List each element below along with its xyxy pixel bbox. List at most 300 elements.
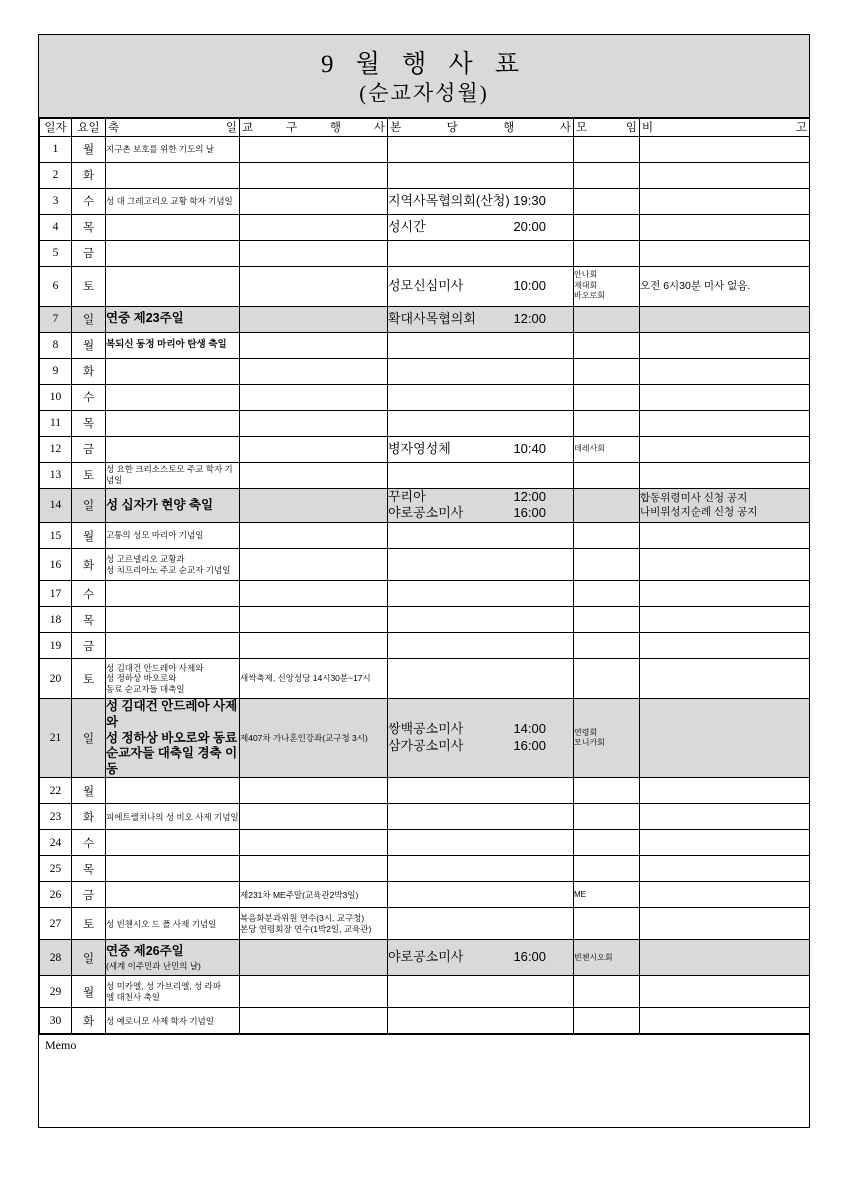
table-row: [40, 332, 810, 358]
title-block: [39, 35, 809, 118]
cell-remarks: [640, 976, 810, 1008]
cell-remarks: [640, 436, 810, 462]
cell-date: 7: [40, 306, 72, 332]
parish-event-text: 지역사목협의회(산청) 19:30: [388, 192, 546, 208]
cell-group-meeting: [574, 488, 640, 523]
feast-line: 지구촌 보호를 위한 기도의 날: [106, 143, 214, 154]
cell-date: 22: [40, 778, 72, 804]
cell-parish-event: [388, 240, 574, 266]
cell-remarks: [640, 1008, 810, 1034]
parish-event-name: 병자영성체: [388, 440, 451, 456]
cell-group-meeting: [574, 1008, 640, 1034]
column-header-education: [240, 118, 388, 136]
table-row: [40, 633, 810, 659]
cell-parish-event: [388, 908, 574, 940]
cell-diocese-event: [240, 436, 388, 462]
parish-event-line: [388, 311, 546, 328]
parish-event-time: 12:00: [513, 488, 546, 504]
cell-date: 12: [40, 436, 72, 462]
cell-day-of-week: 금: [72, 633, 106, 659]
cell-diocese-event: [240, 523, 388, 549]
cell-feast: [106, 659, 240, 699]
cell-date: 2: [40, 162, 72, 188]
cell-group-meeting: [574, 266, 640, 306]
cell-diocese-event: [240, 778, 388, 804]
cell-date: 10: [40, 384, 72, 410]
cell-feast: [106, 908, 240, 940]
cell-parish-event: [388, 804, 574, 830]
table-header-row: [40, 118, 810, 136]
cell-date: 13: [40, 462, 72, 488]
table-row: [40, 804, 810, 830]
column-header-event-3: 행: [503, 122, 515, 134]
cell-diocese-event: [240, 856, 388, 882]
cell-remarks: [640, 266, 810, 306]
cell-parish-event: [388, 306, 574, 332]
cell-feast: [106, 384, 240, 410]
diocese-event-line: 제407차 가나혼인강좌(교구청 3시): [240, 733, 368, 744]
cell-date: 4: [40, 214, 72, 240]
feast-subtitle: (세계 이주민과 난민의 날): [106, 960, 201, 971]
cell-remarks: [640, 358, 810, 384]
feast-line: 동료 순교자들 대축일: [106, 684, 185, 695]
cell-diocese-event: [240, 188, 388, 214]
column-header-edu-4: 사: [373, 122, 385, 134]
diocese-event-line: 새싹축제, 신앙성당 14시30분~17시: [240, 673, 371, 684]
cell-parish-event: [388, 940, 574, 976]
cell-diocese-event: [240, 699, 388, 778]
group-meeting-line: 연령회: [574, 727, 598, 737]
parish-event-name: 쌍백공소미사: [388, 721, 464, 737]
cell-group-meeting: [574, 410, 640, 436]
parish-event-name: 성모신심미사: [388, 277, 464, 293]
cell-feast: [106, 940, 240, 976]
column-header-feast-right: 일: [225, 122, 237, 134]
cell-diocese-event: [240, 488, 388, 523]
cell-feast: [106, 804, 240, 830]
table-row: [40, 856, 810, 882]
table-row: [40, 306, 810, 332]
cell-diocese-event: [240, 581, 388, 607]
cell-day-of-week: 수: [72, 384, 106, 410]
cell-day-of-week: 목: [72, 214, 106, 240]
cell-date: 6: [40, 266, 72, 306]
remarks-line: 합동위령미사 신청 공지: [640, 492, 748, 505]
group-meeting-line: 데레사회: [574, 443, 605, 453]
cell-feast: [106, 830, 240, 856]
cell-date: 11: [40, 410, 72, 436]
feast-line: 피에트렐치나의 성 비오 사제 기념일: [106, 811, 239, 822]
cell-feast: [106, 332, 240, 358]
cell-feast: [106, 410, 240, 436]
table-row: [40, 266, 810, 306]
cell-group-meeting: [574, 136, 640, 162]
cell-date: 15: [40, 523, 72, 549]
cell-diocese-event: [240, 804, 388, 830]
cell-date: 3: [40, 188, 72, 214]
cell-day-of-week: 화: [72, 549, 106, 581]
cell-feast: [106, 214, 240, 240]
cell-date: 19: [40, 633, 72, 659]
cell-parish-event: [388, 659, 574, 699]
parish-event-time: 12:00: [513, 310, 546, 326]
cell-feast: [106, 188, 240, 214]
cell-group-meeting: [574, 240, 640, 266]
cell-group-meeting: [574, 332, 640, 358]
cell-date: 1: [40, 136, 72, 162]
cell-day-of-week: 일: [72, 699, 106, 778]
cell-remarks: [640, 136, 810, 162]
cell-group-meeting: [574, 976, 640, 1008]
cell-day-of-week: 화: [72, 804, 106, 830]
cell-day-of-week: 월: [72, 778, 106, 804]
table-row: [40, 523, 810, 549]
cell-remarks: [640, 549, 810, 581]
parish-event-time: 10:00: [513, 277, 546, 293]
parish-event-line: [388, 721, 546, 738]
cell-group-meeting: [574, 633, 640, 659]
cell-remarks: [640, 384, 810, 410]
cell-remarks: [640, 214, 810, 240]
cell-group-meeting: [574, 462, 640, 488]
cell-feast: [106, 699, 240, 778]
cell-parish-event: [388, 699, 574, 778]
cell-parish-event: [388, 633, 574, 659]
cell-date: 27: [40, 908, 72, 940]
cell-diocese-event: [240, 633, 388, 659]
calendar-sheet: [38, 34, 810, 1128]
cell-group-meeting: [574, 188, 640, 214]
parish-event-time: 16:00: [513, 505, 546, 521]
cell-feast: [106, 240, 240, 266]
table-row: [40, 908, 810, 940]
table-row: [40, 581, 810, 607]
cell-remarks: [640, 332, 810, 358]
cell-parish-event: [388, 830, 574, 856]
cell-date: 24: [40, 830, 72, 856]
cell-remarks: [640, 240, 810, 266]
column-header-event-2: 당: [446, 122, 458, 134]
cell-diocese-event: [240, 940, 388, 976]
cell-date: 21: [40, 699, 72, 778]
diocese-event-line: 복음화분과위원 연수(3시, 교구청): [240, 913, 365, 924]
cell-group-meeting: [574, 830, 640, 856]
cell-day-of-week: 토: [72, 462, 106, 488]
column-header-edu-2: 구: [285, 122, 298, 134]
column-header-feast-left: 축: [108, 122, 120, 134]
cell-parish-event: [388, 607, 574, 633]
feast-line: 연중 제23주일: [106, 311, 184, 326]
cell-parish-event: [388, 1008, 574, 1034]
cell-date: 23: [40, 804, 72, 830]
feast-line: 성 정하상 바오로와: [106, 673, 177, 684]
feast-line: 엘 대천사 축일: [106, 991, 160, 1002]
cell-date: 28: [40, 940, 72, 976]
cell-remarks: [640, 162, 810, 188]
cell-diocese-event: [240, 549, 388, 581]
column-header-memo-left: 비: [642, 122, 654, 134]
cell-remarks: [640, 488, 810, 523]
cell-parish-event: [388, 436, 574, 462]
table-row: [40, 162, 810, 188]
parish-event-time: 16:00: [513, 738, 546, 754]
table-row: [40, 940, 810, 976]
cell-day-of-week: 월: [72, 136, 106, 162]
cell-parish-event: [388, 410, 574, 436]
cell-diocese-event: [240, 659, 388, 699]
cell-feast: [106, 488, 240, 523]
parish-event-time: 20:00: [513, 218, 546, 234]
cell-parish-event: [388, 136, 574, 162]
diocese-event-line: 제231차 ME주말(교육관2박3일): [240, 889, 359, 900]
parish-event-time: 10:40: [513, 440, 546, 456]
cell-feast: [106, 549, 240, 581]
cell-parish-event: [388, 778, 574, 804]
table-row: [40, 384, 810, 410]
cell-day-of-week: 목: [72, 607, 106, 633]
cell-diocese-event: [240, 830, 388, 856]
cell-diocese-event: [240, 462, 388, 488]
cell-date: 16: [40, 549, 72, 581]
cell-parish-event: [388, 882, 574, 908]
cell-day-of-week: 금: [72, 240, 106, 266]
column-header-dow: 요일: [72, 118, 106, 136]
cell-feast: [106, 462, 240, 488]
feast-line: 성 십자가 현양 축일: [106, 497, 214, 512]
cell-group-meeting: [574, 607, 640, 633]
feast-line: 성 미카엘, 성 가브리엘, 성 라파: [106, 981, 222, 992]
cell-feast: [106, 778, 240, 804]
cell-feast: [106, 436, 240, 462]
cell-remarks: [640, 882, 810, 908]
cell-day-of-week: 월: [72, 332, 106, 358]
group-meeting-line: ME: [574, 889, 586, 899]
column-header-feast: [106, 118, 240, 136]
cell-date: 8: [40, 332, 72, 358]
cell-group-meeting: [574, 581, 640, 607]
cell-day-of-week: 토: [72, 266, 106, 306]
cell-diocese-event: [240, 976, 388, 1008]
cell-remarks: [640, 607, 810, 633]
memo-label: Memo: [45, 1038, 77, 1053]
cell-date: 9: [40, 358, 72, 384]
cell-day-of-week: 일: [72, 488, 106, 523]
cell-day-of-week: 목: [72, 856, 106, 882]
table-row: [40, 488, 810, 523]
cell-feast: [106, 633, 240, 659]
table-row: [40, 410, 810, 436]
parish-event-name: 삼가공소미사: [388, 738, 464, 754]
cell-remarks: [640, 856, 810, 882]
cell-remarks: [640, 462, 810, 488]
cell-group-meeting: [574, 940, 640, 976]
cell-group-meeting: [574, 214, 640, 240]
cell-feast: [106, 1008, 240, 1034]
cell-diocese-event: [240, 240, 388, 266]
cell-parish-event: [388, 384, 574, 410]
table-row: [40, 699, 810, 778]
cell-day-of-week: 목: [72, 410, 106, 436]
remarks-line: 오전 6시30분 미사 없음.: [640, 279, 751, 292]
cell-date: 29: [40, 976, 72, 1008]
cell-day-of-week: 화: [72, 162, 106, 188]
parish-event-time: 16:00: [513, 949, 546, 965]
cell-day-of-week: 수: [72, 830, 106, 856]
parish-event-name: 꾸리아: [388, 488, 426, 504]
cell-feast: [106, 607, 240, 633]
cell-group-meeting: [574, 882, 640, 908]
cell-parish-event: [388, 856, 574, 882]
cell-parish-event: [388, 358, 574, 384]
cell-group-meeting: [574, 856, 640, 882]
feast-line: 연중 제26주일: [106, 944, 184, 959]
feast-line: 성 예로니모 사제 학자 기념일: [106, 1015, 214, 1026]
cell-diocese-event: [240, 384, 388, 410]
cell-remarks: [640, 410, 810, 436]
cell-remarks: [640, 659, 810, 699]
cell-remarks: [640, 830, 810, 856]
cell-date: 17: [40, 581, 72, 607]
cell-remarks: [640, 940, 810, 976]
column-header-org-right: 임: [625, 122, 637, 134]
group-meeting-line: 빈첸시오회: [574, 952, 613, 962]
cell-feast: [106, 162, 240, 188]
parish-event-line: [388, 489, 546, 506]
table-row: [40, 358, 810, 384]
cell-parish-event: [388, 214, 574, 240]
page-title: 9 월 행 사 표: [320, 51, 528, 78]
feast-line: 복되신 동정 마리아 탄생 축일: [106, 339, 227, 351]
cell-date: 26: [40, 882, 72, 908]
parish-event-line: [388, 738, 546, 755]
table-row: [40, 214, 810, 240]
cell-day-of-week: 토: [72, 908, 106, 940]
cell-diocese-event: [240, 306, 388, 332]
table-body: [40, 136, 810, 1034]
column-header-edu-1: 교: [242, 122, 254, 134]
cell-group-meeting: [574, 699, 640, 778]
cell-day-of-week: 토: [72, 659, 106, 699]
feast-line: 고통의 성모 마리아 기념일: [106, 530, 204, 541]
parish-event-line: [388, 219, 546, 236]
cell-group-meeting: [574, 436, 640, 462]
cell-diocese-event: [240, 882, 388, 908]
cell-feast: [106, 136, 240, 162]
feast-line: 성 김대건 안드레아 사제와: [106, 699, 238, 729]
column-header-edu-3: 행: [329, 122, 342, 134]
feast-line: 순교자들 대축일 경축 이동: [106, 746, 238, 776]
cell-remarks: [640, 633, 810, 659]
cell-remarks: [640, 581, 810, 607]
cell-remarks: [640, 778, 810, 804]
cell-parish-event: [388, 462, 574, 488]
table-row: [40, 136, 810, 162]
table-row: [40, 188, 810, 214]
column-header-date: 일자: [40, 118, 72, 136]
cell-date: 20: [40, 659, 72, 699]
parish-event-line: [388, 505, 546, 522]
cell-day-of-week: 일: [72, 940, 106, 976]
group-meeting-line: 안나회: [574, 270, 598, 280]
group-meeting-line: 제대회: [574, 280, 598, 290]
cell-remarks: [640, 188, 810, 214]
cell-date: 18: [40, 607, 72, 633]
cell-diocese-event: [240, 1008, 388, 1034]
cell-parish-event: [388, 188, 574, 214]
cell-parish-event: [388, 549, 574, 581]
cell-diocese-event: [240, 214, 388, 240]
column-header-remarks: [640, 118, 810, 136]
page-subtitle: (순교자성월): [359, 81, 489, 106]
cell-remarks: [640, 699, 810, 778]
cell-remarks: [640, 908, 810, 940]
cell-group-meeting: [574, 549, 640, 581]
cell-diocese-event: [240, 162, 388, 188]
cell-parish-event: [388, 332, 574, 358]
cell-group-meeting: [574, 306, 640, 332]
feast-line: 성 빈첸시오 드 폴 사제 기념일: [106, 918, 217, 929]
table-row: [40, 830, 810, 856]
column-header-group-meeting: [574, 118, 640, 136]
cell-diocese-event: [240, 358, 388, 384]
cell-parish-event: [388, 581, 574, 607]
cell-feast: [106, 523, 240, 549]
parish-event-line: [388, 949, 546, 966]
parish-event-name: 야로공소미사: [388, 949, 464, 965]
cell-remarks: [640, 804, 810, 830]
column-header-parish-event: [388, 118, 574, 136]
group-meeting-line: 모니카회: [574, 738, 605, 748]
cell-feast: [106, 266, 240, 306]
parish-event-line: [388, 441, 546, 458]
column-header-event-1: 본: [390, 122, 402, 134]
cell-date: 14: [40, 488, 72, 523]
cell-day-of-week: 수: [72, 581, 106, 607]
cell-day-of-week: 수: [72, 188, 106, 214]
cell-group-meeting: [574, 384, 640, 410]
cell-remarks: [640, 306, 810, 332]
diocese-event-line: 본당 연령회장 연수(1박2일, 교육관): [240, 923, 372, 934]
table-row: [40, 976, 810, 1008]
cell-remarks: [640, 523, 810, 549]
feast-line: 성 고르넬리오 교황과: [106, 554, 185, 565]
cell-day-of-week: 일: [72, 306, 106, 332]
schedule-table: [39, 118, 810, 1035]
cell-date: 30: [40, 1008, 72, 1034]
cell-day-of-week: 금: [72, 882, 106, 908]
cell-feast: [106, 306, 240, 332]
cell-feast: [106, 581, 240, 607]
feast-line: 성 김대건 안드레아 사제와: [106, 662, 204, 673]
cell-day-of-week: 금: [72, 436, 106, 462]
memo-area[interactable]: [39, 1034, 809, 1127]
table-row: [40, 549, 810, 581]
column-header-event-4: 사: [559, 122, 571, 134]
cell-date: 5: [40, 240, 72, 266]
cell-diocese-event: [240, 332, 388, 358]
feast-line: 성 대 그레고리오 교황 학자 기념일: [106, 195, 233, 206]
cell-group-meeting: [574, 659, 640, 699]
cell-parish-event: [388, 162, 574, 188]
parish-event-name: 야로공소미사: [388, 505, 464, 521]
cell-parish-event: [388, 488, 574, 523]
cell-group-meeting: [574, 162, 640, 188]
cell-diocese-event: [240, 908, 388, 940]
table-row: [40, 436, 810, 462]
cell-diocese-event: [240, 136, 388, 162]
cell-feast: [106, 882, 240, 908]
table-row: [40, 882, 810, 908]
